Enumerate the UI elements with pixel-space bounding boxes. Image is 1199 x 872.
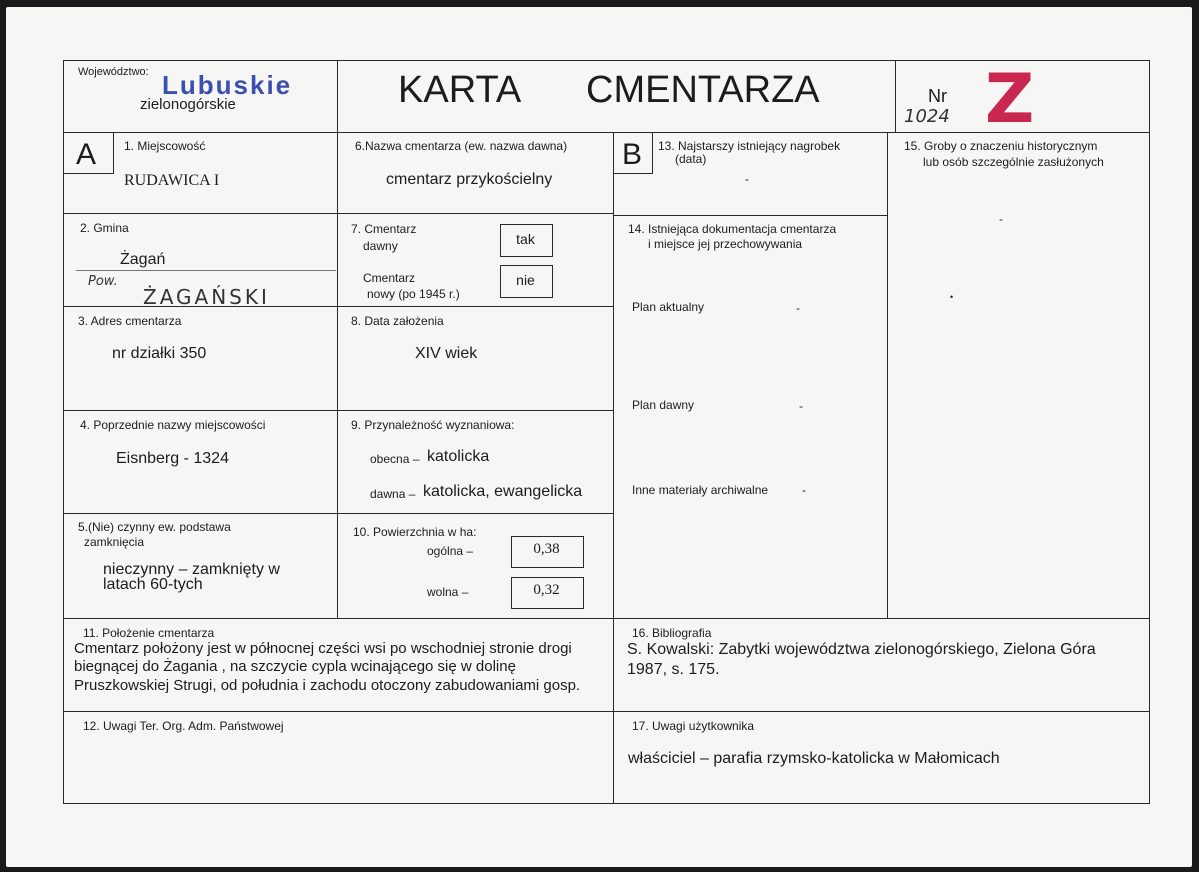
f2-underline [76, 270, 336, 271]
stamp-z: Z [985, 60, 1035, 139]
f7-new-label-1: Cmentarz [363, 271, 416, 285]
nr-value: 1024 [904, 106, 950, 127]
f10-label: 10. Powierzchnia w ha: [353, 525, 477, 539]
f8-label: 8. Data założenia [351, 314, 444, 328]
f13-label-2: (data) [675, 152, 707, 166]
f3-value: nr działki 350 [112, 345, 207, 362]
title-cmentarza: CMENTARZA [586, 69, 820, 111]
voivodeship-label: Województwo: [78, 66, 149, 78]
plan-old-value: - [799, 399, 803, 413]
f15-label-2: lub osób szczególnie zasłużonych [923, 155, 1104, 169]
f1-label: 1. Miejscowość [124, 139, 206, 153]
title-karta: KARTA [398, 69, 522, 111]
f9-label: 9. Przynależność wyznaniowa: [351, 418, 515, 432]
plan-current-value: - [796, 301, 800, 315]
section-b-letter: B [622, 138, 643, 171]
f7-new-label-2: nowy (po 1945 r.) [367, 287, 460, 301]
f17-label: 17. Uwagi użytkownika [632, 719, 755, 733]
f11-label: 11. Położenie cmentarza [83, 626, 215, 640]
f9-current-label: obecna – [370, 452, 420, 466]
f7-label-1: 7. Cmentarz [351, 222, 417, 236]
f16-line-1: S. Kowalski: Zabytki województwa zielonogórskiego, Zielona Góra [627, 641, 1096, 658]
other-value: - [802, 483, 806, 497]
voivodeship-value: Lubuskie [162, 70, 293, 100]
f17-value: właściciel – parafia rzymsko-katolicka w Małomicach [628, 750, 1000, 767]
plan-current-label: Plan aktualny [632, 300, 705, 314]
f6-value: cmentarz przykościelny [386, 171, 553, 188]
f9-old-label: dawna – [370, 487, 416, 501]
voivodeship-old: zielonogórskie [140, 96, 236, 113]
f10-total-label: ogólna – [427, 544, 474, 558]
f16-line-2: 1987, s. 175. [627, 661, 720, 678]
f5-value-2: latach 60-tych [103, 576, 203, 593]
f1-value: RUDAWICA I [124, 172, 220, 189]
f4-label: 4. Poprzednie nazwy miejscowości [80, 418, 266, 432]
f12-label: 12. Uwagi Ter. Org. Adm. Państwowej [83, 719, 284, 733]
f15-value: - [999, 212, 1003, 226]
other-label: Inne materiały archiwalne [632, 483, 769, 497]
f15-label-1: 15. Groby o znaczeniu historycznym [904, 139, 1098, 153]
f5-label-2: zamknięcia [84, 535, 145, 549]
f10-total-value: 0,38 [533, 541, 560, 557]
f8-value: XIV wiek [415, 345, 478, 362]
nr-label: Nr [928, 86, 947, 106]
f9-current-value: katolicka [427, 448, 490, 465]
f2-label: 2. Gmina [80, 221, 129, 235]
f11-line-2: biegnącej do Żagania , na szczycie cypla wcinającego się w dolinę [74, 658, 516, 675]
f11-line-3: Pruszkowskiej Strugi, od południa i zachodu otoczony zabudowaniami gosp. [74, 677, 581, 694]
f7-new-value: nie [516, 272, 535, 288]
f2-hand-label: Pow. [88, 274, 118, 289]
f10-free-value: 0,32 [533, 582, 560, 598]
f13-label-1: 13. Najstarszy istniejący nagrobek [658, 139, 841, 153]
f5-value-1: nieczynny – zamknięty w [103, 561, 280, 578]
f3-label: 3. Adres cmentarza [78, 314, 182, 328]
section-a-letter: A [76, 138, 97, 171]
f5-label-1: 5.(Nie) czynny ew. podstawa [78, 520, 231, 534]
f15-dot: • [950, 292, 954, 302]
plan-old-label: Plan dawny [632, 398, 695, 412]
f4-value: Eisnberg - 1324 [116, 450, 229, 467]
f6-label: 6.Nazwa cmentarza (ew. nazwa dawna) [355, 139, 568, 153]
f2-value: Żagań [120, 251, 166, 268]
f7-label-2: dawny [363, 239, 398, 253]
f16-label: 16. Bibliografia [632, 626, 712, 640]
f14-label-1: 14. Istniejąca dokumentacja cmentarza [628, 222, 837, 236]
f11-line-1: Cmentarz położony jest w północnej części wsi po wschodniej stronie drogi [74, 640, 572, 657]
f14-label-2: i miejsce jej przechowywania [648, 237, 803, 251]
f2-hand-value: ŻAGAŃSKI [143, 285, 270, 309]
f13-value: - [745, 172, 749, 186]
f7-old-value: tak [516, 231, 535, 247]
f9-old-value: katolicka, ewangelicka [423, 483, 583, 500]
f10-free-label: wolna – [427, 585, 469, 599]
